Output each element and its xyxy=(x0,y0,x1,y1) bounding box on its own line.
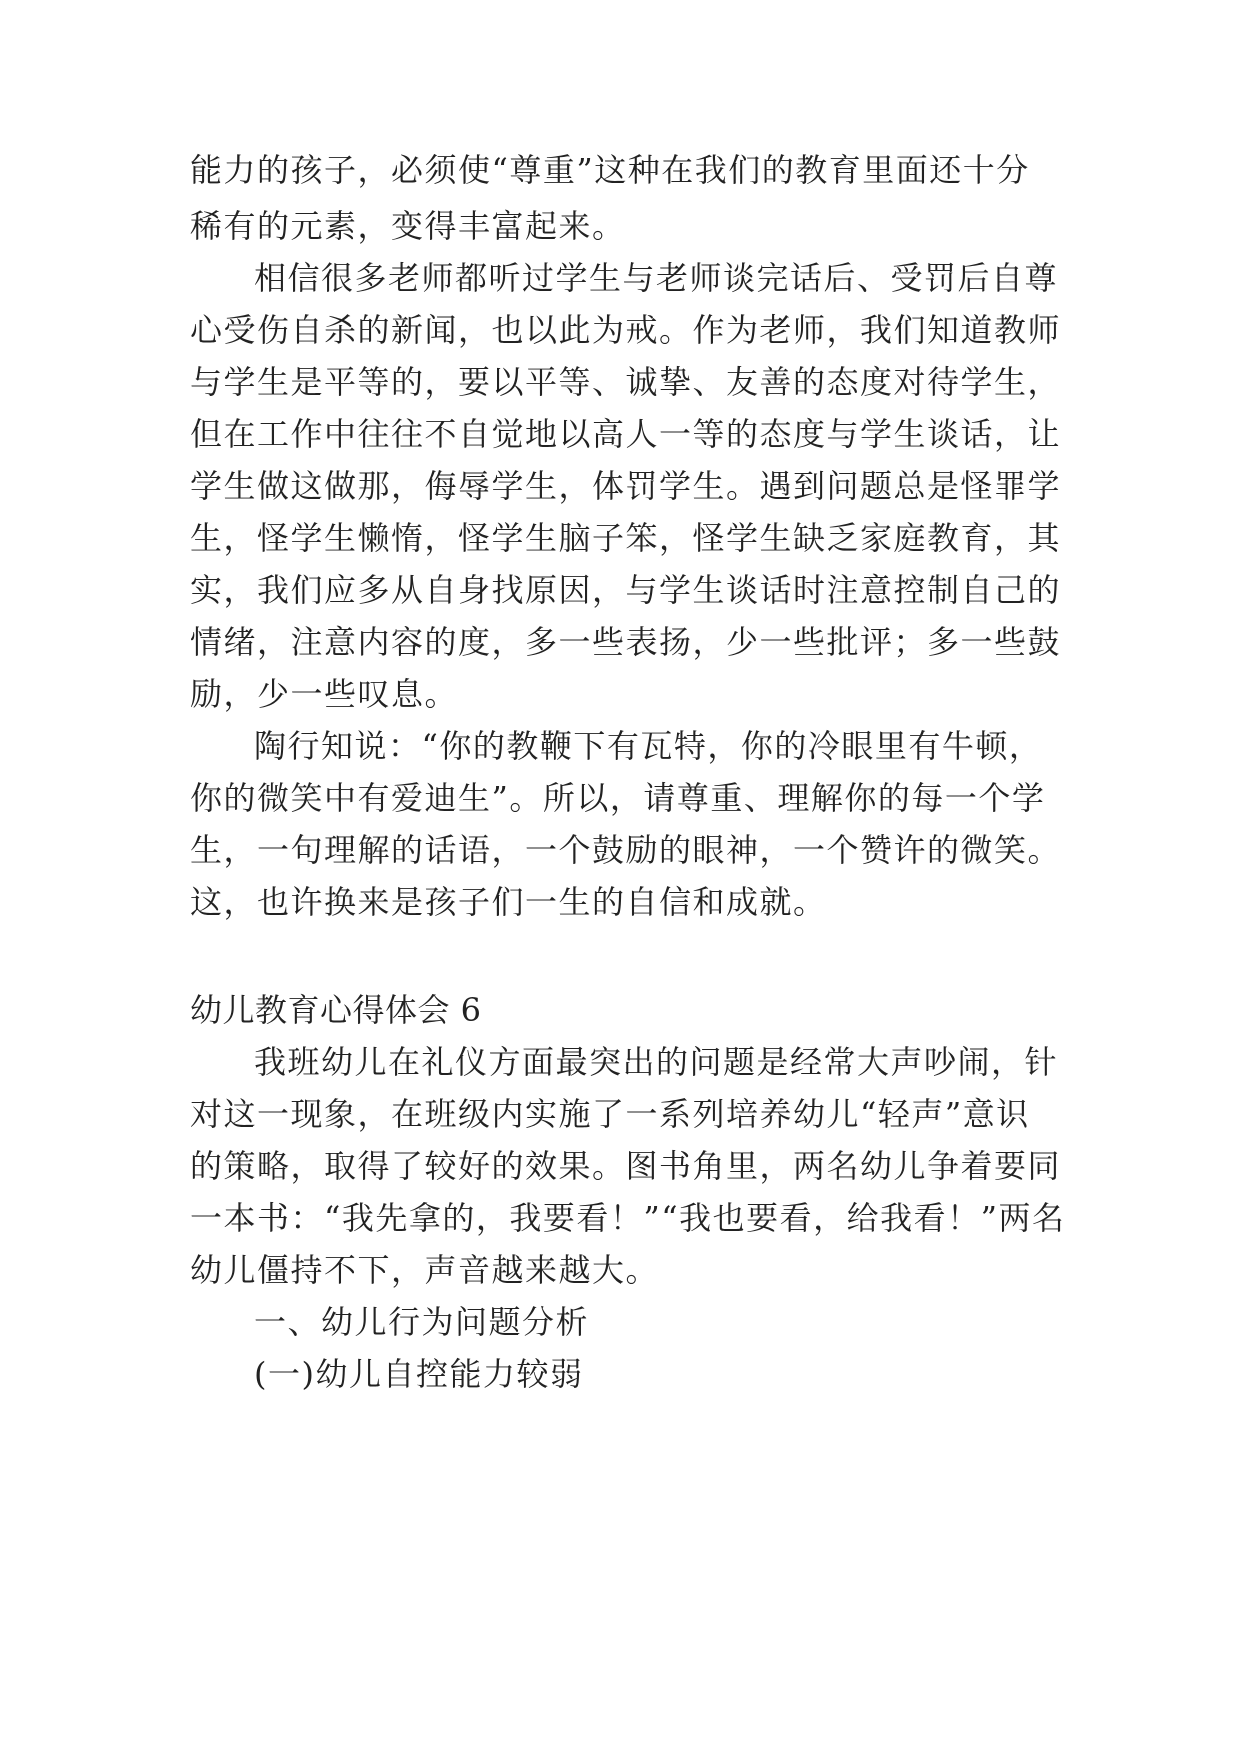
text-line: 实，我们应多从自身找原因，与学生谈话时注意控制自己的 xyxy=(190,571,1062,609)
text-line: 情绪，注意内容的度，多一些表扬，少一些批评；多一些鼓 xyxy=(190,623,1062,661)
text-line: 相信很多老师都听过学生与老师谈完话后、受罚后自尊 xyxy=(254,259,1059,297)
text-line: 能力的孩子，必须使“尊重”这种在我们的教育里面还十分 xyxy=(190,151,1030,189)
text-line: 心受伤自杀的新闻，也以此为戒。作为老师，我们知道教师 xyxy=(190,311,1062,349)
text-line: 励，少一些叹息。 xyxy=(190,675,459,713)
text-line: 但在工作中往往不自觉地以高人一等的态度与学生谈话，让 xyxy=(190,415,1062,453)
text-line: 与学生是平等的，要以平等、诚挚、友善的态度对待学生， xyxy=(190,363,1062,401)
text-line: 生，一句理解的话语，一个鼓励的眼神，一个赞许的微笑。 xyxy=(190,831,1062,869)
sub-subheading: (一)幼儿自控能力较弱 xyxy=(254,1355,584,1393)
text-line: 我班幼儿在礼仪方面最突出的问题是经常大声吵闹，针 xyxy=(254,1043,1059,1081)
text-line: 你的微笑中有爱迪生”。所以，请尊重、理解你的每一个学 xyxy=(190,779,1046,817)
text-line: 这，也许换来是孩子们一生的自信和成就。 xyxy=(190,883,827,921)
section-title: 幼儿教育心得体会 6 xyxy=(190,991,482,1029)
text-line: 稀有的元素，变得丰富起来。 xyxy=(190,207,626,245)
text-line: 一本书：“我先拿的，我要看！”“我也要看，给我看！”两名 xyxy=(190,1199,1066,1237)
text-line: 对这一现象，在班级内实施了一系列培养幼儿“轻声”意识 xyxy=(190,1095,1030,1133)
text-line: 的策略，取得了较好的效果。图书角里，两名幼儿争着要同 xyxy=(190,1147,1062,1185)
subheading: 一、幼儿行为问题分析 xyxy=(254,1303,590,1341)
text-line: 学生做这做那，侮辱学生，体罚学生。遇到问题总是怪罪学 xyxy=(190,467,1062,505)
text-line: 陶行知说：“你的教鞭下有瓦特，你的冷眼里有牛顿， xyxy=(254,727,1043,765)
text-line: 生，怪学生懒惰，怪学生脑子笨，怪学生缺乏家庭教育，其 xyxy=(190,519,1062,557)
text-line: 幼儿僵持不下，声音越来越大。 xyxy=(190,1251,660,1289)
